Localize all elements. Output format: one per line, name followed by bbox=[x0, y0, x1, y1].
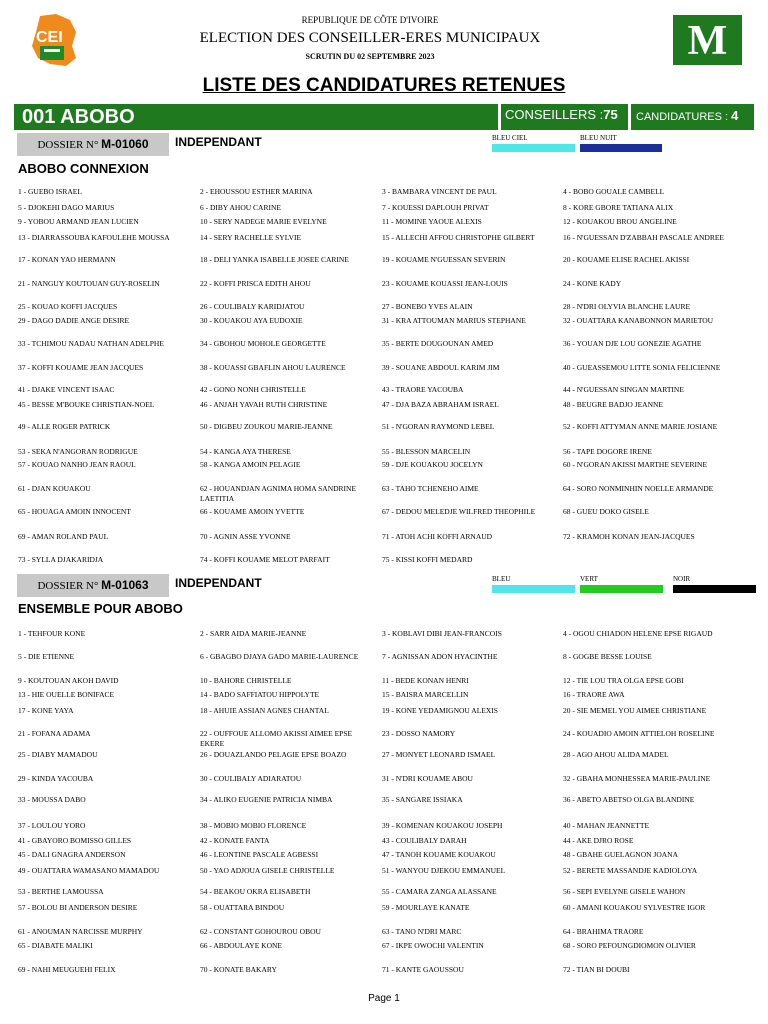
commune-name: 001 ABOBO bbox=[22, 106, 135, 128]
candidate-name: 38 - MOBIO MOBIO FLORENCE bbox=[200, 821, 307, 830]
candidate-name: 48 - BEUGRE BADJO JEANNE bbox=[563, 400, 663, 409]
candidate-name: 3 - KOBLAVI DIBI JEAN-FRANCOIS bbox=[382, 629, 502, 638]
candidate-name: 4 - OGOU CHIADON HELENE EPSE RIGAUD bbox=[563, 629, 713, 638]
candidate-name: 64 - BRAHIMA TRAORE bbox=[563, 927, 644, 936]
candidate-name: 8 - KORE GBORE TATIANA ALIX bbox=[563, 203, 674, 212]
candidate-name: 69 - AMAN ROLAND PAUL bbox=[18, 532, 109, 541]
candidate-name: 9 - KOUTOUAN AKOH DAVID bbox=[18, 676, 119, 685]
candidate-name: 29 - DAGO DADIE ANGE DESIRE bbox=[18, 316, 130, 325]
candidate-name: 54 - KANGA AYA THERESE bbox=[200, 447, 291, 456]
candidate-name: 57 - BOLOU BI ANDERSON DESIRE bbox=[18, 903, 138, 912]
candidate-name: 39 - SOUANE ABDOUL KARIM JIM bbox=[382, 363, 500, 372]
candidate-name: 63 - TAHO TCHENEHO AIME bbox=[382, 484, 479, 493]
candidate-name: 71 - KANTE GAOUSSOU bbox=[382, 965, 464, 974]
candidate-name: 28 - AGO AHOU ALIDA MADEL bbox=[563, 750, 669, 759]
candidate-name: 67 - DEDOU MELEDJE WILFRED THEOPHILE bbox=[382, 507, 536, 516]
candidate-name: 62 - CONSTANT GOHOUROU OBOU bbox=[200, 927, 321, 936]
candidate-name: 19 - KOUAME N'GUESSAN SEVERIN bbox=[382, 255, 506, 264]
candidate-name: 59 - MOURLAYE KANATE bbox=[382, 903, 470, 912]
candidate-name: 35 - SANGARE ISSIAKA bbox=[382, 795, 463, 804]
dossier-number bbox=[17, 574, 169, 597]
candidate-name: 45 - BESSE M'BOUKE CHRISTIAN-NOEL bbox=[18, 400, 155, 409]
candidate-name: 23 - KOUAME KOUASSI JEAN-LOUIS bbox=[382, 279, 508, 288]
candidate-name: 38 - KOUASSI GBAFLIN AHOU LAURENCE bbox=[200, 363, 346, 372]
candidate-name: 21 - FOFANA ADAMA bbox=[18, 729, 91, 738]
candidate-name: 35 - BERTE DOUGOUNAN AMED bbox=[382, 339, 494, 348]
candidate-name: 44 - AKE DJRO ROSE bbox=[563, 836, 634, 845]
candidate-name: 41 - DJAKE VINCENT ISAAC bbox=[18, 385, 115, 394]
color-label: BLEU CIEL bbox=[492, 134, 528, 142]
candidate-name: 18 - DELI YANKA ISABELLE JOSEE CARINE bbox=[200, 255, 349, 264]
color-label: VERT bbox=[580, 575, 598, 583]
candidate-name: 42 - KONATE FANTA bbox=[200, 836, 270, 845]
svg-text:CEI: CEI bbox=[36, 29, 63, 46]
color-swatch bbox=[580, 144, 662, 152]
candidate-name: 25 - KOUAO KOFFI JACQUES bbox=[18, 302, 118, 311]
conseillers-count: CONSEILLERS :75 bbox=[498, 104, 631, 130]
candidate-name: 51 - WANYOU DJEKOU EMMANUEL bbox=[382, 866, 506, 875]
candidate-name: 52 - BERETE MASSANDJE KADIOLOYA bbox=[563, 866, 698, 875]
candidate-name: 1 - GUEBO ISRAEL bbox=[18, 187, 82, 196]
candidate-name: 33 - TCHIMOU NADAU NATHAN ADELPHE bbox=[18, 339, 164, 348]
candidate-name: 17 - KONAN YAO HERMANN bbox=[18, 255, 116, 264]
candidate-name: 8 - GOGBE BESSE LOUISE bbox=[563, 652, 652, 661]
candidate-name: 18 - AHUIE ASSIAN AGNES CHANTAL bbox=[200, 706, 329, 715]
dossier-id: M-01063 bbox=[101, 578, 149, 592]
candidate-name: 22 - OUFFOUE ALLOMO AKISSI AIMEE EPSE EKERE bbox=[200, 729, 353, 748]
candidate-name: 7 - AGNISSAN ADON HYACINTHE bbox=[382, 652, 498, 661]
color-swatch bbox=[580, 585, 663, 593]
candidate-name: 50 - DIGBEU ZOUKOU MARIE-JEANNE bbox=[200, 422, 333, 431]
candidate-name: 68 - GUEU DOKO GISELE bbox=[563, 507, 649, 516]
color-swatch bbox=[492, 144, 575, 152]
candidate-name: 42 - GONO NONH CHRISTELLE bbox=[200, 385, 306, 394]
scrutin-date: SCRUTIN DU 02 SEPTEMBRE 2023 bbox=[305, 52, 435, 61]
candidate-name: 15 - ALLECHI AFFOU CHRISTOPHE GILBERT bbox=[382, 233, 535, 242]
candidate-name: 75 - KISSI KOFFI MEDARD bbox=[382, 555, 473, 564]
candidate-name: 5 - DJOKEHI DAGO MARIUS bbox=[18, 203, 115, 212]
candidate-name: 34 - GBOHOU MOHOLE GEORGETTE bbox=[200, 339, 326, 348]
candidature-type: INDEPENDANT bbox=[175, 135, 262, 149]
candidate-name: 39 - KOMENAN KOUAKOU JOSEPH bbox=[382, 821, 503, 830]
candidate-name: 56 - SEPI EVELYNE GISELE WAHON bbox=[563, 887, 686, 896]
candidate-name: 58 - OUATTARA BINDOU bbox=[200, 903, 285, 912]
candidate-name: 54 - BEAKOU OKRA ELISABETH bbox=[200, 887, 311, 896]
candidate-name: 16 - N'GUESSAN D'ZABBAH PASCALE ANDREE bbox=[563, 233, 724, 242]
candidate-name: 9 - YOBOU ARMAND JEAN LUCIEN bbox=[18, 217, 139, 226]
candidate-name: 15 - BAISRA MARCELLIN bbox=[382, 690, 469, 699]
candidate-name: 44 - N'GUESSAN SINGAN MARTINE bbox=[563, 385, 684, 394]
page-title: LISTE DES CANDIDATURES RETENUES bbox=[202, 75, 566, 96]
candidate-name: 2 - SARR AIDA MARIE-JEANNE bbox=[200, 629, 307, 638]
candidate-name: 31 - N'DRI KOUAME ABOU bbox=[382, 774, 473, 783]
candidate-name: 49 - ALLE ROGER PATRICK bbox=[18, 422, 111, 431]
candidate-name: 61 - ANOUMAN NARCISSE MURPHY bbox=[18, 927, 143, 936]
candidate-name: 51 - N'GORAN RAYMOND LEBEL bbox=[382, 422, 495, 431]
candidate-name: 11 - BEDE KONAN HENRI bbox=[382, 676, 469, 685]
candidate-name: 13 - HIE OUELLE BONIFACE bbox=[18, 690, 115, 699]
candidate-name: 68 - SORO PEFOUNGDIOMON OLIVIER bbox=[563, 941, 696, 950]
candidate-name: 53 - BERTHE LAMOUSSA bbox=[18, 887, 104, 896]
candidate-name: 65 - HOUAGA AMOIN INNOCENT bbox=[18, 507, 131, 516]
candidate-name: 52 - KOFFI ATTYMAN ANNE MARIE JOSIANE bbox=[563, 422, 718, 431]
candidate-name: 64 - SORO NONMINHIN NOELLE ARMANDE bbox=[563, 484, 714, 493]
candidate-name: 65 - DIABATE MALIKI bbox=[18, 941, 93, 950]
candidate-name: 46 - ANJAH YAVAH RUTH CHRISTINE bbox=[200, 400, 328, 409]
candidate-name: 37 - KOFFI KOUAME JEAN JACQUES bbox=[18, 363, 144, 372]
candidate-name: 71 - ATOH ACHI KOFFI ARNAUD bbox=[382, 532, 493, 541]
candidate-name: 34 - ALIKO EUGENIE PATRICIA NIMBA bbox=[200, 795, 333, 804]
candidature-type: INDEPENDANT bbox=[175, 576, 262, 590]
list-name: ENSEMBLE POUR ABOBO bbox=[18, 601, 183, 616]
candidate-name: 1 - TEHFOUR KONE bbox=[18, 629, 86, 638]
candidate-name: 57 - KOUAO NANHO JEAN RAOUL bbox=[18, 460, 136, 469]
candidate-name: 70 - AGNIN ASSE YVONNE bbox=[200, 532, 291, 541]
candidate-name: 55 - BLESSON MARCELIN bbox=[382, 447, 471, 456]
candidate-name: 47 - TANOH KOUAME KOUAKOU bbox=[382, 850, 496, 859]
candidate-name: 33 - MOUSSA DABO bbox=[18, 795, 86, 804]
candidate-name: 22 - KOFFI PRISCA EDITH AHOU bbox=[200, 279, 311, 288]
candidate-name: 26 - COULIBALY KARIDJATOU bbox=[200, 302, 305, 311]
candidate-name: 2 - EHOUSSOU ESTHER MARINA bbox=[200, 187, 313, 196]
candidate-name: 43 - COULIBALY DARAH bbox=[382, 836, 467, 845]
candidate-name: 10 - SERY NADEGE MARIE EVELYNE bbox=[200, 217, 327, 226]
dossier-id: M-01060 bbox=[101, 137, 149, 151]
candidate-name: 69 - NAHI MEUGUEHI FELIX bbox=[18, 965, 116, 974]
candidate-name: 66 - ABDOULAYE KONE bbox=[200, 941, 283, 950]
candidate-name: 24 - KONE KADY bbox=[563, 279, 622, 288]
municipal-badge: M bbox=[673, 15, 742, 65]
cei-logo bbox=[26, 12, 86, 70]
candidate-name: 23 - DOSSO NAMORY bbox=[382, 729, 456, 738]
candidate-name: 40 - GUEASSEMOU LITTE SONIA FELICIENNE bbox=[563, 363, 721, 372]
dossier-label: DOSSIER N° bbox=[37, 580, 99, 592]
candidate-name: 3 - BAMBARA VINCENT DE PAUL bbox=[382, 187, 497, 196]
candidatures-count: CANDIDATURES : 4 bbox=[636, 108, 739, 123]
candidate-name: 5 - DIE ETIENNE bbox=[18, 652, 75, 661]
candidate-name: 17 - KONE YAYA bbox=[18, 706, 74, 715]
candidate-name: 31 - KRA ATTOUMAN MARIUS STEPHANE bbox=[382, 316, 526, 325]
commune-band bbox=[14, 104, 754, 130]
candidate-name: 19 - KONE YEDAMIGNOU ALEXIS bbox=[382, 706, 498, 715]
candidate-name: 72 - TIAN BI DOUBI bbox=[563, 965, 630, 974]
candidate-name: 10 - BAHORE CHRISTELLE bbox=[200, 676, 292, 685]
candidate-name: 13 - DIARRASSOUBA KAFOULEHE MOUSSA bbox=[18, 233, 170, 242]
candidate-name: 24 - KOUADIO AMOIN ATTIELOH ROSELINE bbox=[563, 729, 715, 738]
candidate-name: 41 - GBAYORO BOMISSO GILLES bbox=[18, 836, 132, 845]
candidate-name: 53 - SEKA N'ANGORAN RODRIGUE bbox=[18, 447, 138, 456]
candidate-name: 7 - KOUESSI DAPLOUH PRIVAT bbox=[382, 203, 489, 212]
candidate-name: 4 - BOBO GOUALE CAMBELL bbox=[563, 187, 665, 196]
candidate-name: 36 - ABETO ABETSO OLGA BLANDINE bbox=[563, 795, 695, 804]
candidate-name: 32 - GBAHA MONHESSEA MARIE-PAULINE bbox=[563, 774, 711, 783]
republic-line: REPUBLIQUE DE CÔTE D'IVOIRE bbox=[301, 15, 439, 25]
candidate-name: 14 - BADO SAFFIATOU HIPPOLYTE bbox=[200, 690, 320, 699]
candidate-name: 46 - LEONTINE PASCALE AGBESSI bbox=[200, 850, 319, 859]
candidate-name: 74 - KOFFI KOUAME MELOT PARFAIT bbox=[200, 555, 330, 564]
candidate-name: 29 - KINDA YACOUBA bbox=[18, 774, 94, 783]
candidate-name: 40 - MAHAN JEANNETTE bbox=[563, 821, 650, 830]
candidate-name: 67 - IKPE OWOCHI VALENTIN bbox=[382, 941, 484, 950]
candidate-name: 62 - HOUANDJAN AGNIMA HOMA SANDRINE LAETITIA bbox=[200, 484, 357, 503]
candidate-name: 6 - DIBY AHOU CARINE bbox=[200, 203, 281, 212]
color-label: NOIR bbox=[673, 575, 691, 583]
candidate-name: 30 - COULIBALY ADIARATOU bbox=[200, 774, 302, 783]
candidate-name: 30 - KOUAKOU AYA EUDOXIE bbox=[200, 316, 303, 325]
candidate-name: 12 - KOUAKOU BROU ANGELINE bbox=[563, 217, 677, 226]
candidate-name: 61 - DJAN KOUAKOU bbox=[18, 484, 91, 493]
candidate-name: 59 - DJE KOUAKOU JOCELYN bbox=[382, 460, 483, 469]
candidate-name: 72 - KRAMOH KONAN JEAN-JACQUES bbox=[563, 532, 695, 541]
candidate-name: 50 - YAO ADJOUA GISELE CHRISTELLE bbox=[200, 866, 335, 875]
election-title: ELECTION DES CONSEILLER-ERES MUNICIPAUX bbox=[199, 30, 541, 46]
candidate-name: 49 - OUATTARA WAMASANO MAMADOU bbox=[18, 866, 160, 875]
candidate-name: 66 - KOUAME AMOIN YVETTE bbox=[200, 507, 305, 516]
dossier-number bbox=[17, 133, 169, 156]
candidate-name: 21 - NANGUY KOUTOUAN GUY-ROSELIN bbox=[18, 279, 160, 288]
candidate-name: 48 - GBAHE GUELAGNON JOANA bbox=[563, 850, 678, 859]
dossier-label: DOSSIER N° bbox=[37, 139, 99, 151]
candidate-name: 60 - N'GORAN AKISSI MARTHE SEVERINE bbox=[563, 460, 708, 469]
color-swatch bbox=[673, 585, 756, 593]
color-label: BLEU bbox=[492, 575, 511, 583]
candidate-name: 14 - SERY RACHELLE SYLVIE bbox=[200, 233, 302, 242]
candidate-name: 63 - TANO N'DRI MARC bbox=[382, 927, 462, 936]
candidate-name: 60 - AMANI KOUAKOU SYLVESTRE IGOR bbox=[563, 903, 706, 912]
candidate-name: 6 - GBAGBO DJAYA GADO MARIE-LAURENCE bbox=[200, 652, 359, 661]
candidate-name: 70 - KONATE BAKARY bbox=[200, 965, 277, 974]
candidate-name: 55 - CAMARA ZANGA ALASSANE bbox=[382, 887, 497, 896]
page-number: Page 1 bbox=[368, 993, 400, 1004]
candidate-name: 45 - DALI GNAGRA ANDERSON bbox=[18, 850, 126, 859]
color-label: BLEU NUIT bbox=[580, 134, 617, 142]
candidate-name: 28 - N'DRI OLYVIA BLANCHE LAURE bbox=[563, 302, 691, 311]
candidate-name: 43 - TRAORE YACOUBA bbox=[382, 385, 464, 394]
list-name: ABOBO CONNEXION bbox=[18, 161, 149, 176]
candidate-name: 12 - TIE LOU TRA OLGA EPSE GOBI bbox=[563, 676, 684, 685]
candidate-name: 27 - MONYET LEONARD ISMAEL bbox=[382, 750, 496, 759]
candidate-name: 20 - SIE MEMEL YOU AIMEE CHRISTIANE bbox=[563, 706, 707, 715]
candidate-name: 20 - KOUAME ELISE RACHEL AKISSI bbox=[563, 255, 690, 264]
candidate-name: 47 - DJA BAZA ABRAHAM ISRAEL bbox=[382, 400, 499, 409]
color-swatch bbox=[492, 585, 575, 593]
candidate-name: 25 - DIABY MAMADOU bbox=[18, 750, 98, 759]
candidate-name: 58 - KANGA AMOIN PELAGIE bbox=[200, 460, 301, 469]
candidate-name: 37 - LOULOU YORO bbox=[18, 821, 86, 830]
candidate-name: 27 - BONEBO YVES ALAIN bbox=[382, 302, 473, 311]
candidate-name: 32 - OUATTARA KANABONNON MARIETOU bbox=[563, 316, 714, 325]
candidate-name: 36 - YOUAN DJE LOU GONEZIE AGATHE bbox=[563, 339, 702, 348]
candidate-name: 73 - SYLLA DJAKARIDJA bbox=[18, 555, 104, 564]
candidate-name: 26 - DOUAZLANDO PELAGIE EPSE BOAZO bbox=[200, 750, 347, 759]
candidate-name: 56 - TAPE DOGORE IRENE bbox=[563, 447, 652, 456]
candidate-name: 11 - MOMINE YAOUE ALEXIS bbox=[382, 217, 482, 226]
candidate-name: 16 - TRAORE AWA bbox=[563, 690, 625, 699]
